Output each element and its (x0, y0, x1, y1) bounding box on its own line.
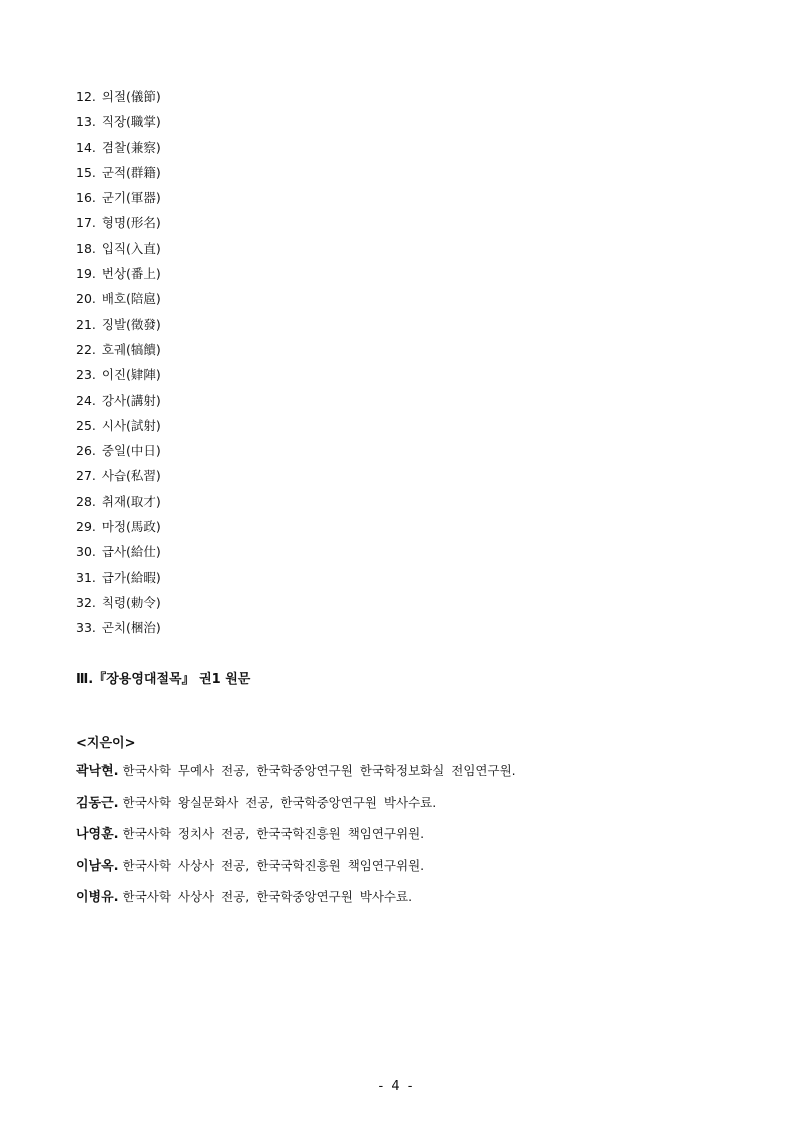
toc-item-number: 32. (76, 594, 96, 610)
toc-item-label: 사습(私習) (101, 468, 161, 484)
toc-item-label: 곤치(梱治) (101, 620, 161, 636)
toc-item (76, 84, 161, 109)
toc-list (76, 84, 161, 641)
author-description: 한국사학 왕실문화사 전공, 한국학중앙연구원 박사수료. (122, 794, 437, 810)
author-entry (76, 886, 516, 918)
toc-item (76, 489, 161, 514)
toc-item (76, 565, 161, 590)
toc-item (76, 362, 161, 387)
toc-item-label: 급가(給暇) (101, 569, 161, 585)
toc-item-number: 25. (76, 417, 96, 433)
toc-item (76, 286, 161, 311)
author-description: 한국사학 무예사 전공, 한국학중앙연구원 한국학정보화실 전임연구원. (122, 763, 516, 778)
toc-item (76, 261, 161, 286)
toc-item-label: 배호(陪扈) (101, 291, 161, 307)
toc-item-number: 18. (76, 240, 96, 256)
author-entry (76, 823, 516, 855)
toc-item-label: 마정(馬政) (101, 519, 161, 535)
toc-item-number: 16. (76, 190, 96, 206)
page-number: - 4 - (378, 1079, 415, 1094)
toc-item (76, 438, 161, 463)
toc-item (76, 210, 161, 235)
toc-item-label: 이진(肄陣) (101, 367, 161, 383)
author-list (76, 760, 516, 918)
author-name: 이병유. (76, 890, 119, 905)
toc-item-label: 호궤(犒饋) (101, 341, 161, 357)
toc-item (76, 337, 161, 362)
toc-item-label: 입직(入直) (101, 240, 161, 256)
author-name: 이남옥. (76, 858, 119, 874)
toc-item (76, 135, 161, 160)
toc-item (76, 236, 161, 261)
toc-item-number: 17. (76, 215, 96, 231)
toc-item-number: 27. (76, 468, 96, 484)
toc-item (76, 312, 161, 337)
section-heading: Ⅲ.『장용영대절목』 권1 원문 (76, 672, 251, 687)
toc-item-label: 칙령(勅令) (101, 594, 161, 610)
toc-item (76, 463, 161, 488)
toc-item-number: 13. (76, 114, 96, 130)
toc-item-number: 14. (76, 139, 96, 155)
toc-item (76, 109, 161, 134)
toc-item (76, 185, 161, 210)
toc-item-label: 의절(儀節) (101, 89, 161, 104)
toc-item-number: 28. (76, 493, 96, 509)
author-description: 한국사학 사상사 전공, 한국국학진흥원 책임연구위원. (122, 857, 425, 873)
toc-item-number: 31. (76, 569, 96, 585)
toc-item (76, 413, 161, 438)
toc-item-number: 33. (76, 620, 96, 636)
toc-item-label: 겸찰(兼察) (101, 139, 161, 155)
toc-item-label: 번상(番上) (101, 266, 161, 282)
toc-item-number: 24. (76, 392, 96, 408)
toc-item-label: 강사(講射) (101, 392, 161, 408)
toc-item-label: 형명(形名) (101, 215, 161, 231)
toc-item-label: 급사(給仕) (101, 544, 161, 560)
author-name: 나영훈. (76, 827, 119, 842)
toc-item-label: 취재(取才) (101, 493, 161, 509)
author-description: 한국사학 정치사 전공, 한국국학진흥원 책임연구위원. (122, 826, 425, 841)
author-entry (76, 855, 516, 887)
toc-item (76, 539, 161, 564)
authors-heading: <지은이> (76, 736, 136, 751)
toc-item-label: 직장(職掌) (101, 114, 161, 130)
toc-item-number: 29. (76, 519, 96, 535)
toc-item-number: 20. (76, 291, 96, 307)
toc-item-number: 23. (76, 367, 96, 383)
author-entry (76, 792, 516, 824)
author-description: 한국사학 사상사 전공, 한국학중앙연구원 박사수료. (122, 889, 413, 904)
toc-item-number: 12. (76, 89, 96, 104)
toc-item-label: 군적(群籍) (101, 164, 161, 180)
author-name: 김동근. (76, 795, 119, 811)
toc-item-label: 군기(軍器) (101, 190, 161, 206)
toc-item (76, 590, 161, 615)
toc-item-number: 30. (76, 544, 96, 560)
toc-item-number: 21. (76, 316, 96, 332)
toc-item (76, 514, 161, 539)
toc-item-number: 19. (76, 266, 96, 282)
toc-item-label: 중일(中日) (101, 443, 161, 459)
toc-item-number: 22. (76, 341, 96, 357)
toc-item-number: 15. (76, 164, 96, 180)
author-entry (76, 760, 516, 792)
toc-item (76, 388, 161, 413)
toc-item (76, 615, 161, 640)
toc-item-label: 시사(試射) (101, 417, 161, 433)
toc-item-label: 징발(徵發) (101, 316, 161, 332)
author-name: 곽낙현. (76, 764, 119, 779)
toc-item (76, 160, 161, 185)
toc-item-number: 26. (76, 443, 96, 459)
